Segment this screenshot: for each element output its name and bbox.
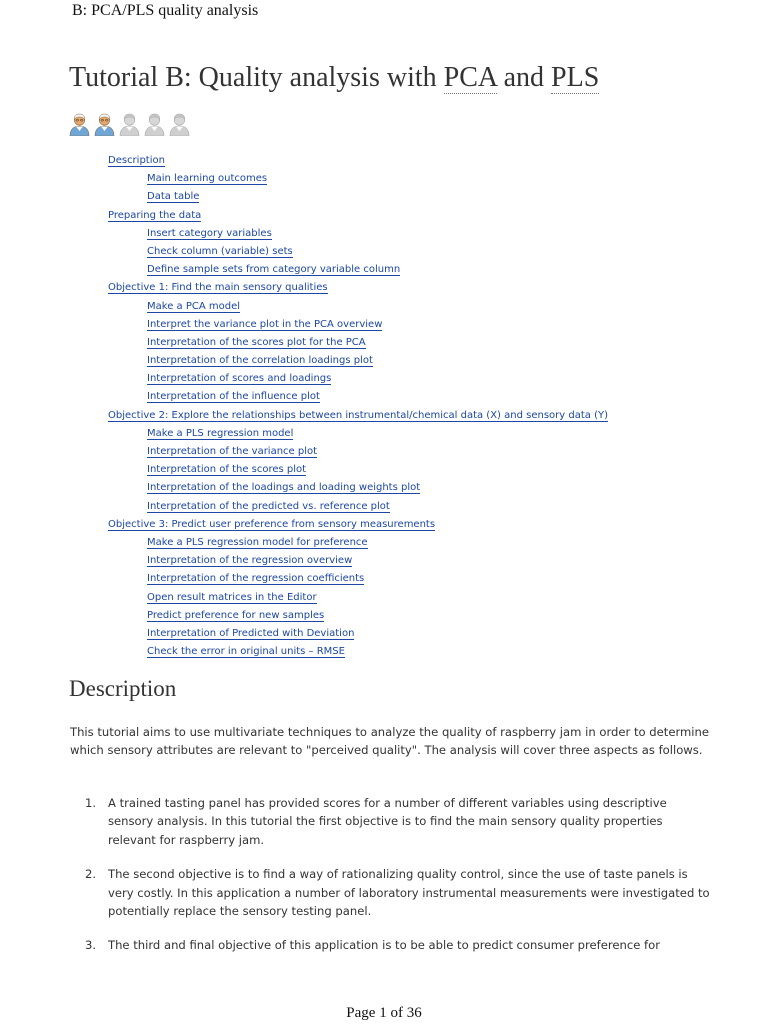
running-header: B: PCA/PLS quality analysis xyxy=(72,2,259,19)
section-heading-description: Description xyxy=(69,676,177,701)
toc-item xyxy=(108,208,608,226)
toc-link[interactable]: Interpretation of scores and loadings xyxy=(147,373,332,385)
toc-link[interactable]: Check the error in original units – RMSE xyxy=(147,646,345,658)
toc-link[interactable]: Open result matrices in the Editor xyxy=(147,591,317,603)
toc-link[interactable]: Objective 2: Explore the relationships between instrumental/chemical data (X) and sensory data (Y) xyxy=(108,409,608,421)
toc-link[interactable]: Insert category variables xyxy=(147,227,272,239)
toc-item xyxy=(108,408,608,426)
difficulty-person-filled-icon xyxy=(68,112,91,136)
toc-link[interactable]: Interpretation of Predicted with Deviation xyxy=(147,627,355,639)
toc-link[interactable]: Description xyxy=(108,155,165,166)
toc-link[interactable]: Predict preference for new samples xyxy=(147,609,325,621)
toc-item xyxy=(108,571,608,589)
toc-item xyxy=(108,299,608,317)
toc-link[interactable]: Interpretation of the predicted vs. reference plot xyxy=(147,500,390,512)
toc-item xyxy=(108,226,608,244)
toc-link[interactable]: Make a PLS regression model xyxy=(147,427,294,439)
toc-item xyxy=(108,244,608,262)
toc-link[interactable]: Objective 3: Predict user preference from sensory measurements xyxy=(108,518,436,530)
toc-item xyxy=(108,389,608,407)
toc-item xyxy=(108,644,608,662)
toc-item xyxy=(108,317,608,335)
objective-text: A trained tasting panel has provided scores for a number of different variables using descriptive sensory analysis. In this tutorial the first objective is to find the main sensory quality properties relevant for raspberry jam. xyxy=(108,796,667,847)
objective-item xyxy=(70,865,710,920)
objective-text: The third and final objective of this application is to be able to predict consumer preference for xyxy=(108,938,660,953)
objective-number: 3. xyxy=(85,938,97,953)
toc-link[interactable]: Interpret the variance plot in the PCA overview xyxy=(147,318,383,330)
toc-link[interactable]: Make a PCA model xyxy=(147,300,240,312)
toc-link[interactable]: Interpretation of the loadings and loading weights plot xyxy=(147,482,421,494)
difficulty-person-empty-icon xyxy=(168,112,191,136)
toc-item xyxy=(108,353,608,371)
title-abbr-pca: PCA xyxy=(443,62,497,93)
toc-link[interactable]: Check column (variable) sets xyxy=(147,245,293,257)
title-middle: and xyxy=(496,62,552,93)
title-abbr-pls: PLS xyxy=(551,62,600,93)
toc-item xyxy=(108,444,608,462)
toc-item xyxy=(108,535,608,553)
objective-number: 2. xyxy=(85,867,97,882)
toc-link[interactable]: Make a PLS regression model for preference xyxy=(147,536,368,548)
toc-link[interactable]: Interpretation of the variance plot xyxy=(147,446,318,457)
toc-item xyxy=(108,553,608,571)
toc-item xyxy=(108,499,608,517)
toc-item xyxy=(108,371,608,389)
toc-item xyxy=(108,608,608,626)
toc-link[interactable]: Interpretation of the scores plot for the PCA xyxy=(147,336,366,348)
toc-link[interactable]: Interpretation of the scores plot xyxy=(147,464,307,476)
objectives-list xyxy=(70,794,710,971)
toc-link[interactable]: Data table xyxy=(147,191,200,203)
page-number: Page 1 of 36 xyxy=(346,1005,422,1021)
intro-paragraph: This tutorial aims to use multivariate techniques to analyze the quality of raspberry jam in order to determine which sensory attributes are relevant to "perceived quality". The analysis will cover three aspects as follows. xyxy=(70,725,710,758)
toc-item xyxy=(108,517,608,535)
toc-item xyxy=(108,335,608,353)
objective-item xyxy=(70,936,710,954)
page-title xyxy=(69,62,599,94)
toc-link[interactable]: Define sample sets from category variable column xyxy=(147,264,401,276)
toc-item xyxy=(108,426,608,444)
toc-link[interactable]: Main learning outcomes xyxy=(147,173,268,185)
objective-text: The second objective is to find a way of rationalizing quality control, since the use of taste panels is very costly. In this application a number of laboratory instrumental measurements were investigated to potentially replace the sensory testing panel. xyxy=(108,867,710,919)
toc-item xyxy=(108,189,608,207)
toc-item xyxy=(108,262,608,280)
toc-link[interactable]: Interpretation of the regression overview xyxy=(147,555,353,567)
toc-item xyxy=(108,153,608,171)
toc-item xyxy=(108,171,608,189)
toc-link[interactable]: Preparing the data xyxy=(108,209,202,221)
difficulty-rating xyxy=(68,112,193,136)
toc-item xyxy=(108,280,608,298)
table-of-contents xyxy=(108,153,608,662)
difficulty-person-filled-icon xyxy=(93,112,116,136)
toc-item xyxy=(108,626,608,644)
objective-number: 1. xyxy=(85,796,97,810)
toc-link[interactable]: Interpretation of the correlation loadings plot xyxy=(147,355,373,367)
toc-item xyxy=(108,480,608,498)
difficulty-person-empty-icon xyxy=(143,112,166,136)
toc-item xyxy=(108,462,608,480)
difficulty-person-empty-icon xyxy=(118,112,141,136)
toc-link[interactable]: Objective 1: Find the main sensory qualities xyxy=(108,282,328,294)
title-prefix: Tutorial B: Quality analysis with xyxy=(69,62,444,93)
toc-item xyxy=(108,590,608,608)
toc-link[interactable]: Interpretation of the influence plot xyxy=(147,391,320,403)
objective-item xyxy=(70,794,710,849)
toc-link[interactable]: Interpretation of the regression coefficients xyxy=(147,573,365,585)
